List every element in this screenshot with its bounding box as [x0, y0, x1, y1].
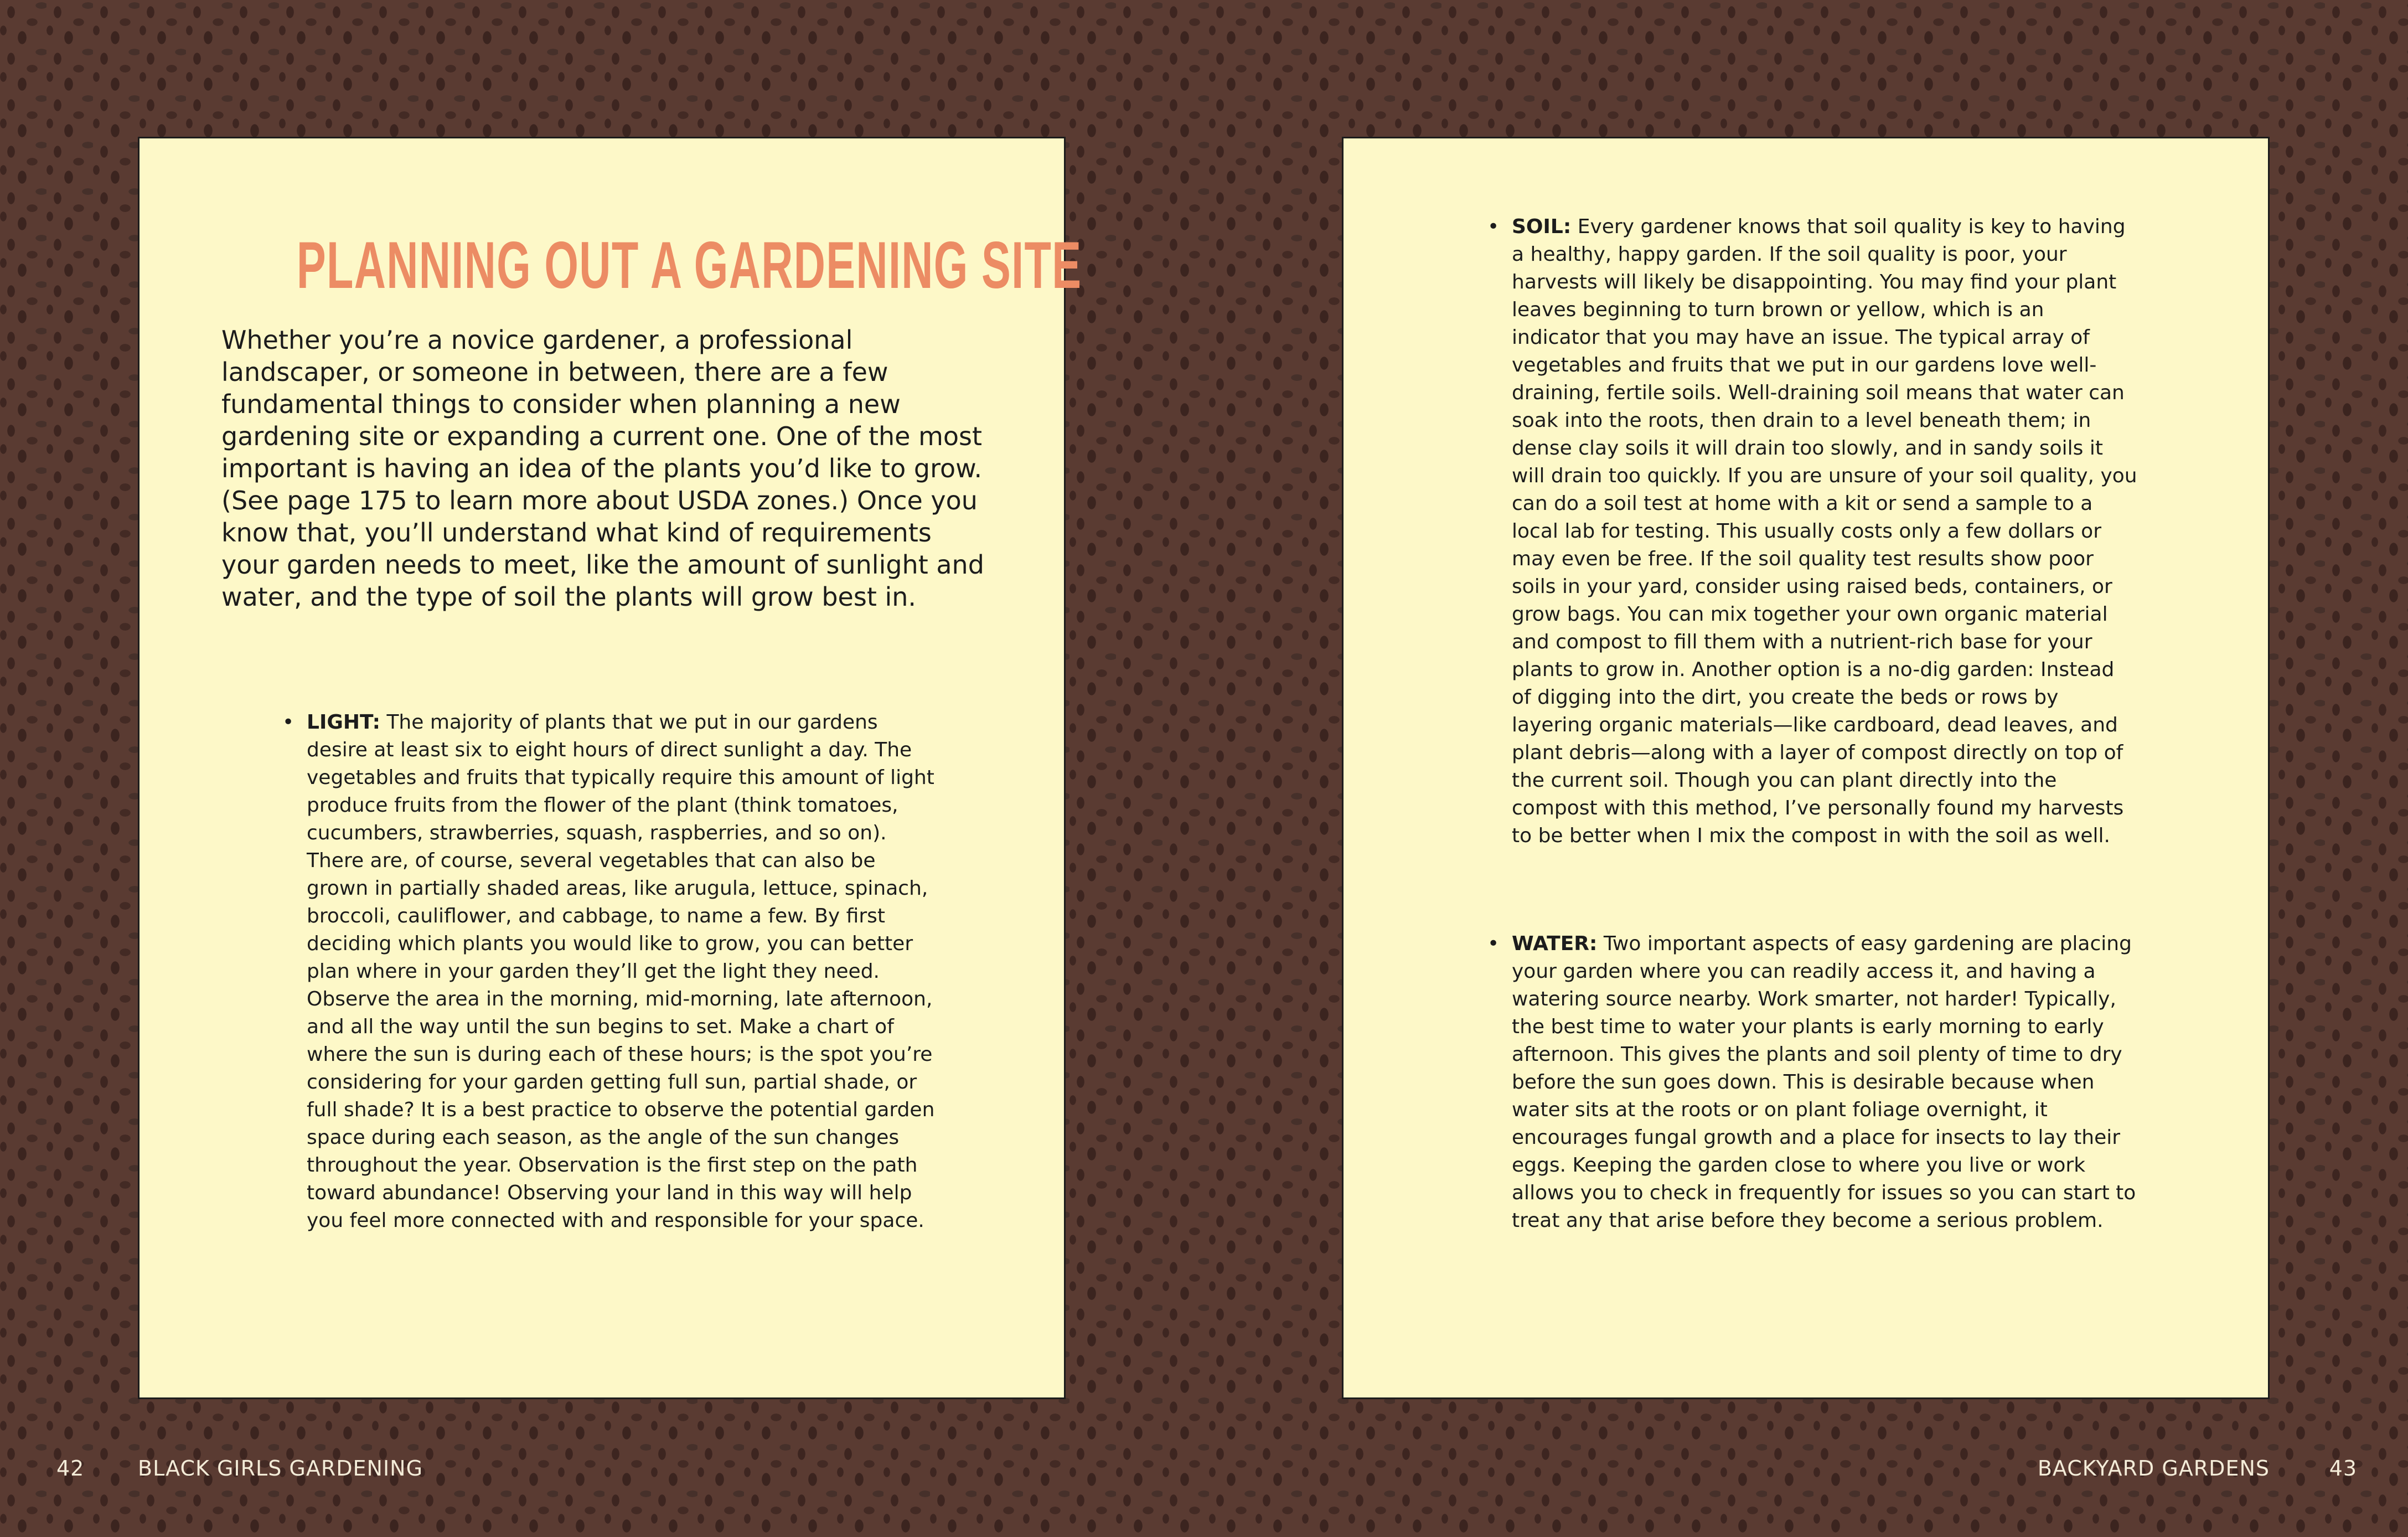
left-page-number: 42: [56, 1456, 85, 1481]
bullet-dot: •: [1487, 932, 1500, 955]
bullet-dot: •: [282, 711, 294, 734]
intro-paragraph: Whether you’re a novice gardener, a professional landscaper, or someone in between, there are a few fundamental things to consider when planning a new gardening site or expanding a current one. One of the most important is having an idea of the plants you’d like to grow. (See page 175 to learn more about USDA zones.) Once you know that, you’ll understand what kind of requirements your garden needs to meet, like the amount of sunlight and water, and the type of soil the plants will grow best in.: [221, 325, 984, 612]
soil-bullet: [1487, 213, 2137, 850]
water-text: Two important aspects of easy gardening are placing your garden where you can readily access it, and having a watering source nearby. Work smarter, not harder! Typically, the best time to water your plants is early morning to early afternoon. This gives the plants and soil plenty of time to dry before the sun goes down. This is desirable because when water sits at the roots or on plant foliage overnight, it encourages fungal growth and a place for insects to lay their eggs. Keeping the garden close to where you live or work allows you to check in frequently for issues so you can start to treat any that arise before they become a serious problem.: [1512, 932, 2136, 1232]
left-running-head: BLACK GIRLS GARDENING: [138, 1456, 423, 1481]
left-page: [138, 137, 1082, 1399]
page-title: PLANNING OUT A GARDENING SITE: [296, 228, 1082, 302]
right-running-head: BACKYARD GARDENS: [2037, 1456, 2270, 1481]
soil-heading: SOIL:: [1512, 215, 1572, 238]
soil-text: Every gardener knows that soil quality is key to having a healthy, happy garden. If the soil quality is poor, your harvests will likely be disappointing. You may find your plant leaves beginning to turn brown or yellow, which is an indicator that you may have an issue. The typical array of vegetables and fruits that we put in our gardens love well-draining, fertile soils. Well-draining soil means that water can soak into the roots, then drain to a level beneath them; in dense clay soils it will drain too slowly, and in sandy soils it will drain too quickly. If you are unsure of your soil quality, you can do a soil test at home with a kit or send a sample to a local lab for testing. This usually costs only a few dollars or may even be free. If the soil quality test results show poor soils in your yard, consider using raised beds, containers, or grow bags. You can mix together your own organic material and compost to fill them with a nutrient-rich base for your plants to grow in. Another option is a no-dig garden: Instead of digging into the dirt, you create the beds or rows by layering organic materials—like cardboard, dead leaves, and plant debris—along with a layer of compost directly on top of the current soil. Though you can plant directly into the compost with this method, I’ve personally found my harvests to be better when I mix the compost in with the soil as well.: [1512, 215, 2137, 847]
right-page: [1342, 137, 2270, 1399]
light-text: The majority of plants that we put in our gardens desire at least six to eight hours of direct sunlight a day. The vegetables and fruits that typically require this amount of light produce fruits from the flower of the plant (think tomatoes, cucumbers, strawberries, squash, raspberries, and so on). There are, of course, several vegetables that can also be grown in partially shaded areas, like arugula, lettuce, spinach, broccoli, cauliflower, and cabbage, to name a few. By first deciding which plants you would like to grow, you can better plan where in your garden they’ll get the light they need. Observe the area in the morning, mid-morning, late afternoon, and all the way until the sun begins to set. Make a chart of where the sun is during each of these hours; is the spot you’re considering for your garden getting full sun, partial shade, or full shade? It is a best practice to observe the potential garden space during each season, as the angle of the sun changes throughout the year. Observation is the first step on the path toward abundance! Observing your land in this way will help you feel more connected with and responsible for your space.: [307, 711, 935, 1232]
light-bullet: [282, 709, 938, 1235]
bullet-dot: •: [1487, 215, 1500, 238]
right-page-number: 43: [2329, 1456, 2357, 1481]
water-heading: WATER:: [1512, 932, 1598, 955]
light-heading: LIGHT:: [307, 711, 380, 734]
water-bullet: [1487, 930, 2137, 1235]
